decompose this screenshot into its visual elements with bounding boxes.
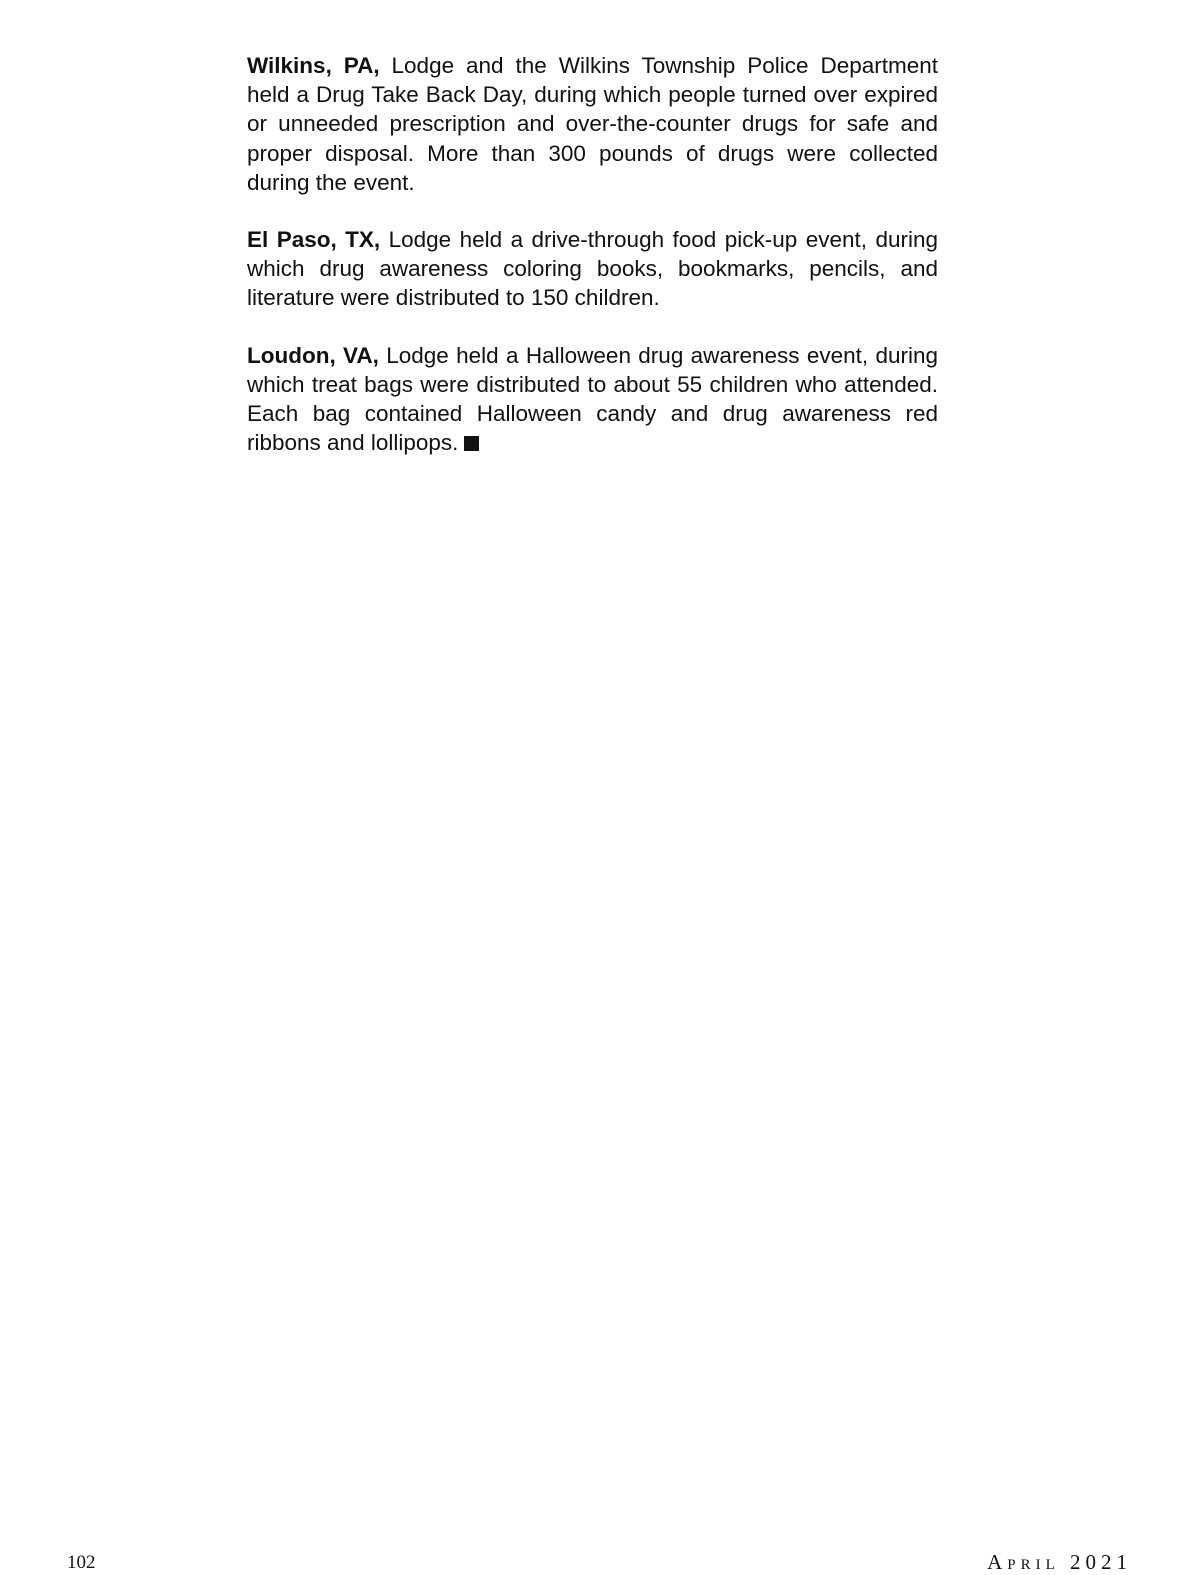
entry-location: El Paso, TX, (247, 227, 381, 253)
page-number: 102 (67, 1552, 96, 1573)
article-body (247, 51, 938, 485)
entry-location: Loudon, VA, (247, 342, 379, 368)
lodge-entry-loudon (247, 341, 938, 458)
lodge-entry-el-paso (247, 225, 938, 313)
issue-date: April 2021 (987, 1550, 1132, 1574)
lodge-entry-wilkins (247, 51, 938, 197)
end-of-article-square-icon (464, 436, 479, 451)
entry-text: Lodge held a drive-through food pick-up event, during which drug awareness coloring books, bookmarks, pencils, and literature were distributed to 150 children. (247, 227, 938, 311)
entry-text: Lodge and the Wilkins Township Police Department held a Drug Take Back Day, during which people turned over expired or unneeded prescription and over-the-counter drugs for safe and proper disposal. More than 300 pounds of drugs were collected during the event. (247, 53, 938, 195)
entry-text: Lodge held a Halloween drug awareness event, during which treat bags were distributed to about 55 children who attended. Each bag contained Halloween candy and drug awareness red ribbons and lollipops. (247, 342, 938, 456)
entry-location: Wilkins, PA, (247, 53, 380, 78)
